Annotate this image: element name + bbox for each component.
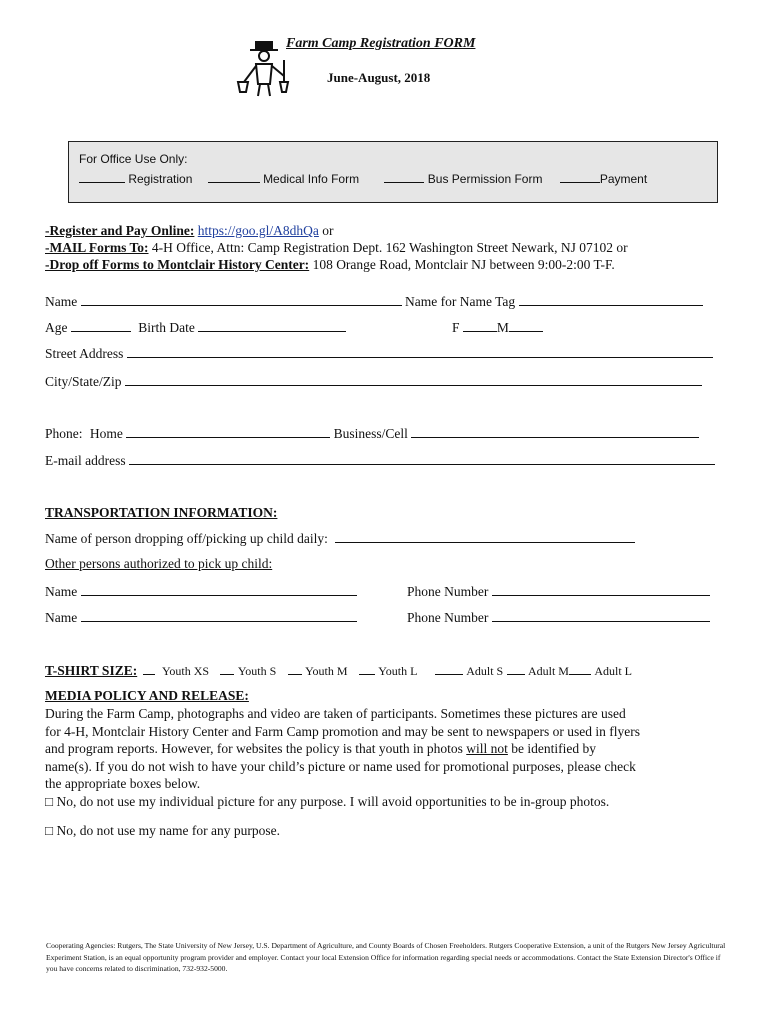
dropper-label: Name of person dropping off/picking up child daily: bbox=[45, 531, 328, 546]
pickup-name-field-2[interactable] bbox=[81, 609, 357, 622]
business-phone-field[interactable] bbox=[411, 425, 699, 438]
size-youth-m: Youth M bbox=[305, 664, 348, 678]
office-medical: Medical Info Form bbox=[263, 172, 360, 186]
farmer-logo-icon bbox=[234, 40, 294, 100]
size-blank-yl[interactable] bbox=[359, 662, 375, 675]
bus-blank[interactable] bbox=[384, 170, 424, 183]
dropper-field[interactable] bbox=[335, 530, 635, 543]
home-label: Home bbox=[89, 426, 123, 441]
size-blank-al[interactable] bbox=[569, 662, 591, 675]
media-line-5: the appropriate boxes below. bbox=[45, 776, 201, 791]
pickup-phone-field-1[interactable] bbox=[492, 583, 710, 596]
office-bus: Bus Permission Form bbox=[427, 172, 543, 186]
transport-heading: TRANSPORTATION INFORMATION: bbox=[45, 505, 278, 520]
size-blank-ys[interactable] bbox=[220, 662, 234, 675]
size-adult-l: Adult L bbox=[594, 664, 633, 678]
name-tag-label: Name for Name Tag bbox=[404, 294, 516, 309]
office-heading: For Office Use Only: bbox=[79, 152, 188, 166]
drop-text: 108 Orange Road, Montclair NJ between 9:00-2:00 T-F. bbox=[312, 257, 615, 272]
media-line-3a: and program reports. However, for websites the policy is that youth in photos bbox=[45, 741, 467, 756]
mail-line bbox=[45, 240, 628, 256]
f-field[interactable] bbox=[463, 319, 497, 332]
payment-blank[interactable] bbox=[560, 170, 600, 183]
size-blank-ym[interactable] bbox=[288, 662, 302, 675]
media-line-3u: will not bbox=[466, 741, 508, 756]
size-blank-am[interactable] bbox=[507, 662, 525, 675]
office-use-box bbox=[68, 141, 718, 203]
name-label: Name bbox=[45, 294, 78, 309]
mail-text: 4-H Office, Attn: Camp Registration Dept. 162 Washington Street Newark, NJ 07102 or bbox=[151, 240, 628, 255]
online-or: or bbox=[322, 223, 334, 238]
street-field[interactable] bbox=[127, 345, 713, 358]
home-phone-field[interactable] bbox=[126, 425, 330, 438]
business-label: Business/Cell bbox=[333, 426, 408, 441]
age-label: Age bbox=[45, 320, 68, 335]
drop-line bbox=[45, 257, 615, 273]
name-field[interactable] bbox=[81, 293, 402, 306]
opt-picture-label: No, do not use my individual picture for any purpose. I will avoid opportunities to be in-group photos. bbox=[56, 793, 610, 809]
pickup-phone-field-2[interactable] bbox=[492, 609, 710, 622]
media-line-4: name(s). If you do not wish to have your child’s picture or name used for promotional purposes, please check bbox=[45, 758, 636, 774]
pickup-name-field-1[interactable] bbox=[81, 583, 357, 596]
office-registration: Registration bbox=[128, 172, 193, 186]
drop-label: -Drop off Forms to Montclair History Center: bbox=[45, 257, 310, 272]
city-field[interactable] bbox=[125, 373, 702, 386]
form-dates: June-August, 2018 bbox=[327, 70, 431, 85]
online-link[interactable]: https://goo.gl/A8dhQa bbox=[197, 223, 319, 238]
media-paragraph bbox=[45, 705, 735, 810]
m-field[interactable] bbox=[509, 319, 543, 332]
medical-blank[interactable] bbox=[208, 170, 260, 183]
office-payment: Payment bbox=[599, 172, 648, 186]
m-label: M bbox=[496, 320, 509, 335]
size-youth-xs: Youth XS bbox=[161, 664, 210, 678]
form-title: Farm Camp Registration FORM bbox=[286, 36, 476, 51]
name-tag-field[interactable] bbox=[519, 293, 703, 306]
size-adult-s: Adult S bbox=[466, 664, 504, 678]
birth-date-label: Birth Date bbox=[138, 320, 195, 335]
f-label: F bbox=[452, 320, 460, 335]
pickup-name-label: Name bbox=[45, 610, 78, 625]
online-label: -Register and Pay Online: bbox=[45, 223, 195, 238]
mail-label: -MAIL Forms To: bbox=[45, 240, 149, 255]
street-label: Street Address bbox=[45, 346, 124, 361]
size-adult-m: Adult M bbox=[527, 664, 569, 678]
checkbox-name[interactable]: □ bbox=[45, 823, 54, 838]
media-line-2: for 4-H, Montclair History Center and Farm Camp promotion and may be sent to newspapers or used in flyers bbox=[45, 723, 640, 739]
size-youth-l: Youth L bbox=[378, 664, 418, 678]
online-line bbox=[45, 223, 334, 239]
others-label: Other persons authorized to pick up child: bbox=[45, 556, 273, 571]
footer-disclaimer: Cooperating Agencies: Rutgers, The State University of New Jersey, U.S. Department of Agriculture, and County Boards of Chosen Freeholders. Rutgers Cooperative Extension, a unit of the Rutgers New Jersey Agricultural Experiment Station, is an equal opportunity program provider and employer. Contact your local Extension Office for information regarding special needs or accommodations. Contact the State Extension Director's Office if you have concerns related to discrimination, 732-932-5000. bbox=[46, 941, 726, 973]
pickup-name-label: Name bbox=[45, 584, 78, 599]
media-line-3b: be identified by bbox=[507, 741, 596, 756]
pickup-phone-label: Phone Number bbox=[407, 584, 489, 599]
size-blank-xs[interactable] bbox=[143, 662, 155, 675]
age-field[interactable] bbox=[71, 319, 131, 332]
city-label: City/State/Zip bbox=[45, 374, 122, 389]
email-label: E-mail address bbox=[45, 453, 126, 468]
media-line-1: During the Farm Camp, photographs and video are taken of participants. Sometimes these pictures are used bbox=[45, 706, 626, 721]
pickup-phone-label: Phone Number bbox=[407, 610, 489, 625]
phone-label: Phone: bbox=[45, 426, 83, 441]
size-blank-as[interactable] bbox=[435, 662, 463, 675]
media-heading: MEDIA POLICY AND RELEASE: bbox=[45, 688, 249, 703]
tshirt-label: T-SHIRT SIZE: bbox=[45, 663, 138, 678]
email-field[interactable] bbox=[129, 452, 715, 465]
registration-blank[interactable] bbox=[79, 170, 125, 183]
opt-name-label: No, do not use my name for any purpose. bbox=[56, 823, 280, 838]
checkbox-picture[interactable]: □ bbox=[45, 793, 54, 809]
size-youth-s: Youth S bbox=[237, 664, 277, 678]
birth-date-field[interactable] bbox=[198, 319, 346, 332]
